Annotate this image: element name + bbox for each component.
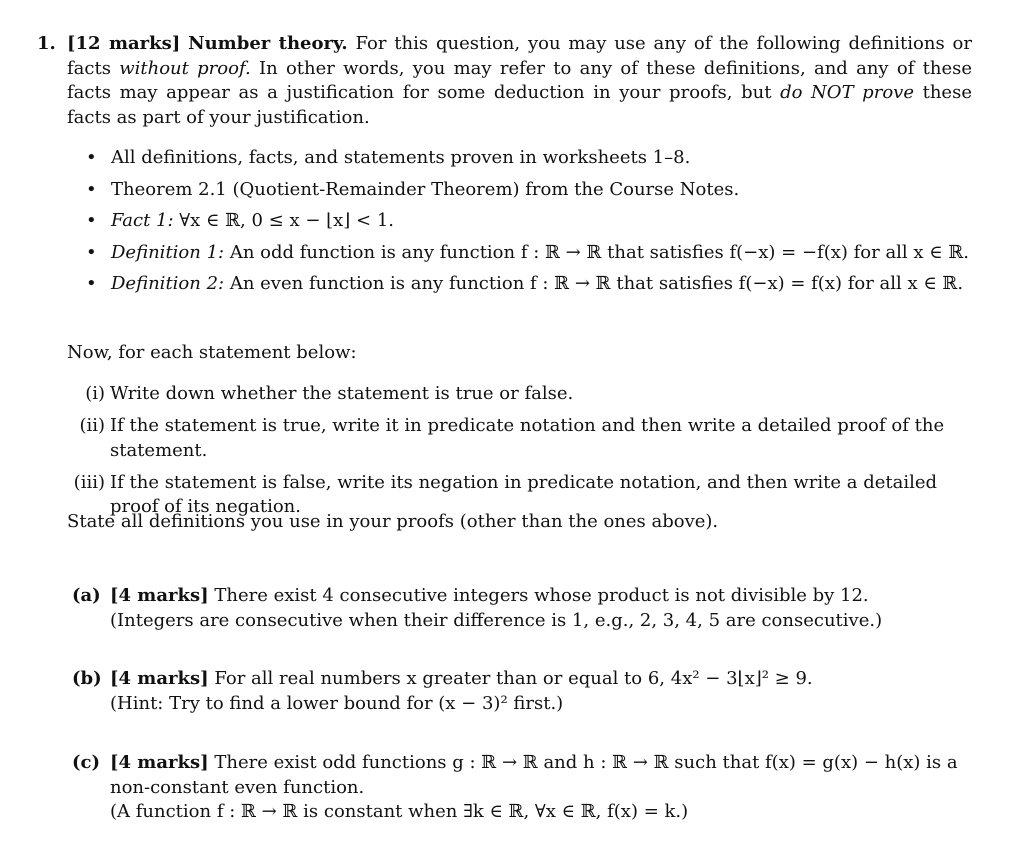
part-note: (Hint: Try to find a lower bound for (x − 3)² first.) (110, 692, 564, 714)
part-marks: [4 marks] (110, 752, 209, 773)
part-note: (Integers are consecutive when their difference is 1, e.g., 2, 3, 4, 5 are consecutive.) (110, 609, 883, 631)
intro-text-e: these facts as part of your justification. (67, 82, 972, 128)
allowed-facts-list (86, 146, 986, 304)
list-item: (i) Write down whether the statement is true or false. (85, 383, 574, 404)
list-item: (iii) If the statement is false, write its negation in predicate notation, and then write a detailed proof of its negation. (73, 471, 938, 517)
question-topic: Number theory. (188, 33, 348, 54)
part-marks: [4 marks] (110, 668, 209, 689)
part-marks: [4 marks] (110, 585, 209, 606)
part-label: (b) (72, 668, 102, 689)
part-label: (a) (72, 585, 101, 606)
now-text: Now, for each statement below: (67, 342, 357, 363)
question-number: 1. (37, 33, 56, 54)
state-definitions-text: State all definitions you use in your proofs (other than the ones above). (67, 511, 719, 532)
intro-text-c: In other words, you may refer to any of these definitions, and any of these facts may appear as a justification for some deduction in your proofs, but (67, 57, 972, 103)
list-item: (ii) If the statement is true, write it in predicate notation and then write a detailed proof of the statement. (79, 415, 945, 461)
part-c (72, 751, 974, 825)
list-item: • Definition 2: An even function is any function f : ℝ → ℝ that satisfies f(−x) = f(x) for all x ∈ ℝ. (86, 272, 986, 304)
intro-text-b: without proof. (119, 57, 251, 79)
question-intro (67, 32, 972, 130)
question-marks: [12 marks] (67, 33, 181, 54)
list-item: • All definitions, facts, and statements proven in worksheets 1–8. (86, 146, 986, 178)
part-note: (A function f : ℝ → ℝ is constant when ∃k ∈ ℝ, ∀x ∈ ℝ, f(x) = k.) (110, 801, 689, 822)
part-statement: There exist odd functions g : ℝ → ℝ and h : ℝ → ℝ such that f(x) = g(x) − h(x) is a non-constant even function. (110, 752, 958, 798)
part-b (72, 667, 974, 716)
list-item: • Definition 1: An odd function is any function f : ℝ → ℝ that satisfies f(−x) = −f(x) for all x ∈ ℝ. (86, 241, 986, 273)
part-label: (c) (72, 752, 100, 773)
intro-text-a: For this question, you may use any of the following definitions or facts (67, 33, 972, 79)
intro-text-d: do NOT prove (780, 82, 914, 103)
part-statement: There exist 4 consecutive integers whose product is not divisible by 12. (214, 585, 869, 606)
list-item: • Fact 1: ∀x ∈ ℝ, 0 ≤ x − ⌊x⌋ < 1. (86, 209, 986, 241)
part-a (72, 584, 974, 633)
part-statement: For all real numbers x greater than or equal to 6, 4x² − 3⌊x⌋² ≥ 9. (214, 668, 813, 689)
instruction-list (67, 382, 972, 527)
list-item: • Theorem 2.1 (Quotient-Remainder Theorem) from the Course Notes. (86, 178, 986, 210)
